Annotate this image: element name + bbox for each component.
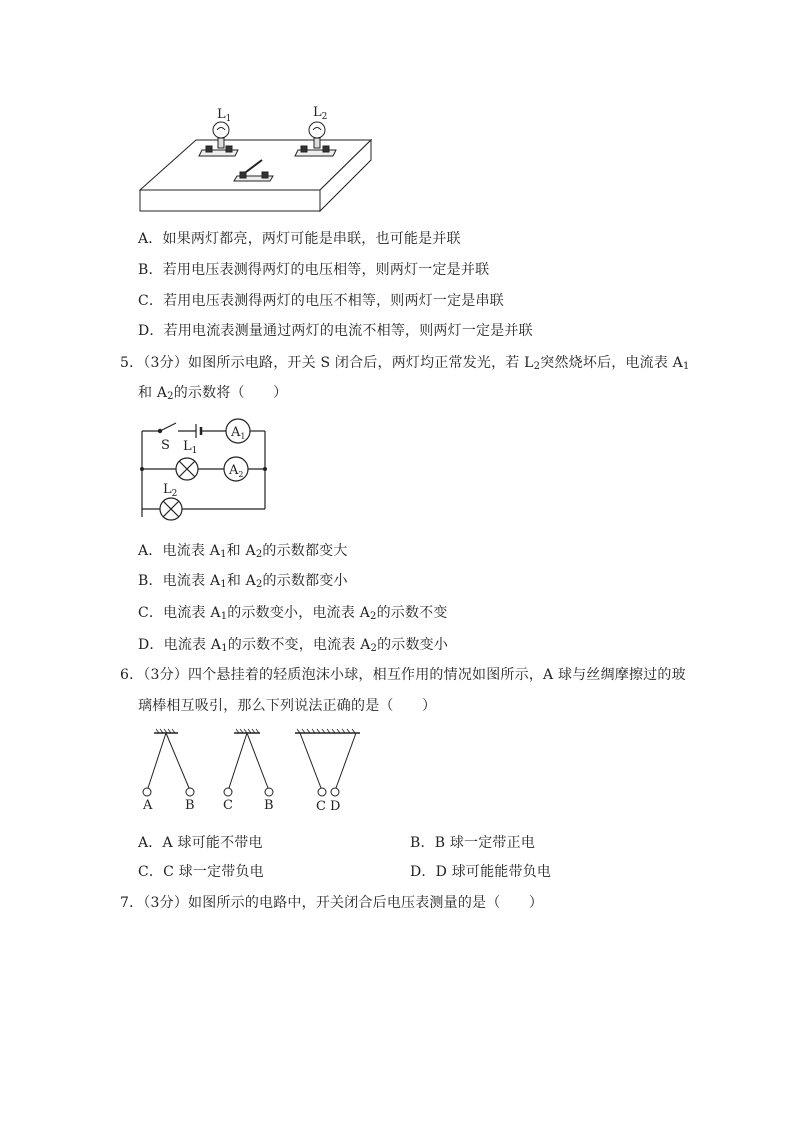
q4-option-d[interactable]: D．若用电流表测量通过两灯的电流不相等，则两灯一定是并联 bbox=[138, 323, 533, 339]
q6-ball-label-d: D bbox=[330, 799, 341, 814]
q5-circuit-diagram bbox=[0, 415, 794, 535]
q5-question-line2: 和 $A_2$的示数将（ ） bbox=[138, 385, 288, 402]
q4-lamp1-label: $L_1$ bbox=[217, 107, 232, 124]
q5-ammeter2-label: $A_2$ bbox=[229, 463, 244, 479]
q6-question-line2: 璃棒相互吸引，那么下列说法正确的是（ ） bbox=[138, 698, 437, 714]
q4-option-b[interactable]: B．若用电压表测得两灯的电压相等，则两灯一定是并联 bbox=[138, 262, 490, 278]
q5-lamp1-label: $L_1$ bbox=[183, 439, 198, 456]
q5-option-a[interactable]: A．电流表 $A_1$和 $A_2$的示数都变大 bbox=[138, 543, 348, 560]
q5-option-b[interactable]: B．电流表 $A_1$和 $A_2$的示数都变小 bbox=[138, 573, 348, 590]
q6-option-a[interactable]: A．A 球可能不带电 bbox=[138, 835, 263, 851]
q6-ball-label-c2: C bbox=[316, 799, 326, 814]
q5-ammeter1-label: $A_1$ bbox=[231, 425, 246, 441]
q5-lamp2-label: $L_2$ bbox=[163, 482, 178, 499]
q6-option-d[interactable]: D．D 球可能能带负电 bbox=[410, 864, 552, 880]
q6-option-b[interactable]: B．B 球一定带正电 bbox=[410, 835, 536, 851]
q6-option-c[interactable]: C．C 球一定带负电 bbox=[138, 864, 264, 880]
q6-ball-label-a: A bbox=[143, 798, 153, 813]
q4-option-a[interactable]: A．如果两灯都亮，两灯可能是串联，也可能是并联 bbox=[138, 231, 461, 247]
q4-option-c[interactable]: C．若用电压表测得两灯的电压不相等，则两灯一定是串联 bbox=[138, 293, 504, 309]
q5-option-d[interactable]: D．电流表 $A_1$的示数不变，电流表 $A_2$的示数变小 bbox=[138, 637, 449, 654]
q7-question-line1: 7．（3分）如图所示的电路中，开关闭合后电压表测量的是（ ） bbox=[120, 895, 544, 911]
q6-ball-label-c1: C bbox=[223, 798, 233, 813]
q5-option-c[interactable]: C．电流表 $A_1$的示数变小，电流表 $A_2$的示数不变 bbox=[138, 605, 448, 622]
q6-question-line1: 6．（3分）四个悬挂着的轻质泡沫小球，相互作用的情况如图所示，A 球与丝绸摩擦过的玻 bbox=[120, 667, 686, 683]
q4-lamp2-label: $L_2$ bbox=[313, 105, 328, 122]
q6-ball-label-b2: B bbox=[264, 798, 274, 813]
q4-circuit-board-figure bbox=[0, 0, 794, 220]
q5-switch-label: S bbox=[161, 438, 170, 453]
q6-ball-label-b1: B bbox=[185, 798, 195, 813]
q5-question-line1: 5．（3分）如图所示电路，开关 S 闭合后，两灯均正常发光，若 $L_2$突然烧坏后，电流表 $A_1$ bbox=[120, 355, 690, 372]
q6-hanging-balls-figure bbox=[0, 728, 794, 818]
